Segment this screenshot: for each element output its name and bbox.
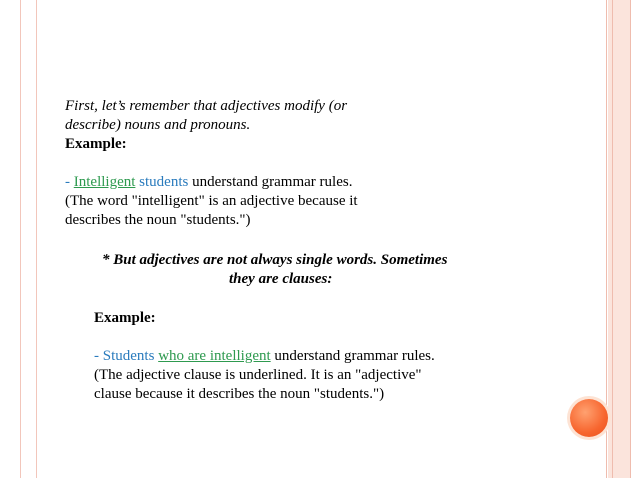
- example-2-explanation-2: clause because it describes the noun "students."): [94, 386, 385, 402]
- example-2-explanation-1: (The adjective clause is underlined. It is an "adjective": [94, 367, 422, 383]
- example-2-noun: Students: [102, 348, 155, 364]
- example-1-adjective: Intelligent: [73, 174, 136, 190]
- example-1-rest: understand grammar rules.: [188, 174, 353, 190]
- example-2-rest: understand grammar rules.: [270, 348, 435, 364]
- example-2-clause: who are intelligent: [158, 348, 271, 364]
- note-line-2: they are clauses:: [229, 271, 333, 287]
- example-1-label: Example:: [65, 136, 127, 152]
- example-1-explanation-1: (The word "intelligent" is an adjective because it: [65, 193, 358, 209]
- example-2-dash: -: [94, 348, 103, 364]
- example-1-dash: -: [65, 174, 74, 190]
- example-1-sentence: [65, 173, 352, 191]
- example-1-noun: students: [139, 174, 189, 190]
- intro-line-2: describe) nouns and pronouns.: [65, 117, 251, 133]
- intro-line-1: First, let’s remember that adjectives modify (or: [65, 98, 348, 114]
- note-line-1: * But adjectives are not always single words. Sometimes: [102, 252, 448, 268]
- example-1-explanation-2: describes the noun "students."): [65, 212, 251, 228]
- example-2-sentence: [94, 347, 435, 365]
- example-2-label: Example:: [94, 310, 156, 326]
